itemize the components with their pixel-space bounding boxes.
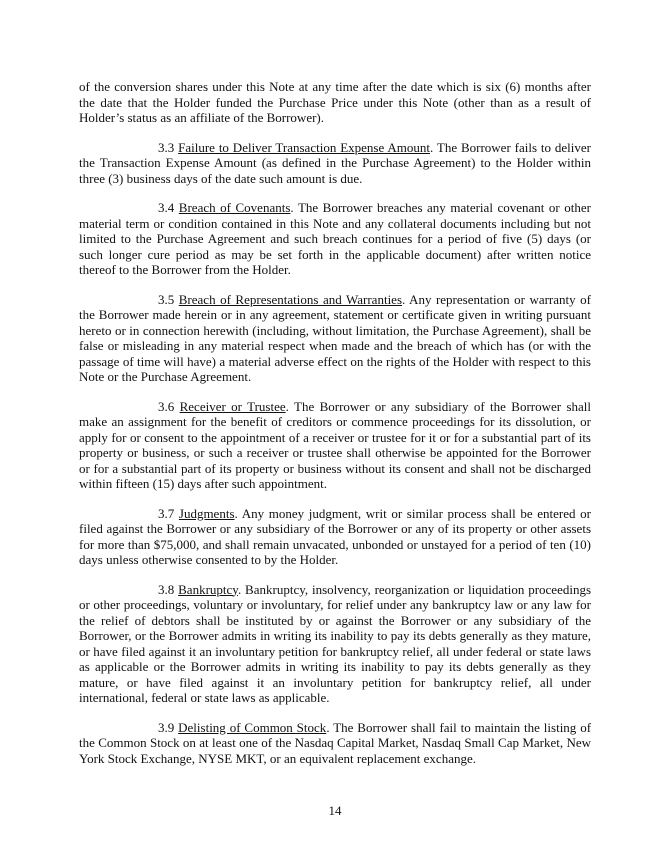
section-body: . The Borrower breaches any material covenant or other material term or condition contained in this Note and any collateral documents including but not limited to the Purchase Agreement and such breach continues for a period of five (5) days (or such longer cure period as may be set forth in the applicable document) after written notice thereof to the Borrower from the Holder. [79,200,591,277]
section-3-4 [79,200,591,278]
section-3-5 [79,292,591,385]
section-body: . The Borrower shall fail to maintain the listing of the Common Stock on at least one of the Nasdaq Capital Market, Nasdaq Small Cap Market, New York Stock Exchange, NYSE MKT, or an equivalent replacement exchange. [79,719,592,766]
section-body: . The Borrower fails to deliver the Transaction Expense Amount (as defined in the Purchase Agreement) to the Holder within three (3) business days of the date such amount is due. [79,139,591,186]
section-heading: Delisting of Common Stock [178,719,327,735]
section-heading: Receiver or Trustee [179,398,286,414]
section-number: 3.7 [158,505,175,521]
section-heading: Judgments [178,505,235,521]
section-number: 3.8 [158,581,175,597]
section-heading: Bankruptcy [178,581,238,597]
section-number: 3.3 [158,139,175,155]
section-3-7 [79,506,591,568]
section-3-9 [79,720,591,767]
section-3-6 [79,399,591,492]
page-content [79,79,591,780]
section-body: . Any money judgment, writ or similar process shall be entered or filed against the Borrower or any subsidiary of the Borrower or any of its property or other assets for more than $75,000, and shall remain unvacated, unbonded or unstayed for a period of ten (10) days unless otherwise consented to by the Holder. [79,505,591,567]
section-number: 3.4 [158,200,175,215]
section-body: . Bankruptcy, insolvency, reorganization or liquidation proceedings or other proceedings, voluntary or involuntary, for relief under any bankruptcy law or any law for the relief of debtors shall be instituted by or against the Borrower or any subsidiary of the Borrower, or the Borrower admits in writing its inability to pay its debts generally as they mature, or have filed against it an involuntary petition for bankruptcy relief, all under federal or state laws as applicable or the Borrower admits in writing its inability to pay its debts generally as they mature, or have filed against it an involuntary petition for bankruptcy relief, all under international, federal or state laws as applicable. [79,581,592,705]
section-number: 3.9 [158,719,175,735]
section-heading: Breach of Representations and Warranties [178,291,403,307]
page-number: 14 [328,803,342,818]
continuation-paragraph: of the conversion shares under this Note at any time after the date which is six (6) months after the date that the Holder funded the Purchase Price under this Note (other than as a result of Holder’s status as an affiliate of the Borrower). [79,79,591,125]
section-heading: Failure to Deliver Transaction Expense Amount [178,139,430,155]
section-number: 3.6 [158,398,175,414]
section-body: . The Borrower or any subsidiary of the Borrower shall make an assignment for the benefit of creditors or commence proceedings for its dissolution, or apply for or consent to the appointment of a receiver or trustee for it or for a substantial part of its property or business, or such a receiver or trustee shall otherwise be appointed for the Borrower or for a substantial part of its property or business without its consent and shall not be discharged within fifteen (15) days after such appointment. [79,398,592,491]
section-heading: Breach of Covenants [178,200,291,215]
section-3-8 [79,582,591,706]
section-3-3 [79,140,591,187]
section-number: 3.5 [158,291,175,307]
section-body: . Any representation or warranty of the Borrower made herein or in any agreement, statement or certificate given in writing pursuant hereto or in connection herewith (including, without limitation, the Purchase Agreement), shall be false or misleading in any material respect when made and the breach of which has (or with the passage of time will have) a material adverse effect on the rights of the Holder with respect to this Note or the Purchase Agreement. [79,291,591,384]
